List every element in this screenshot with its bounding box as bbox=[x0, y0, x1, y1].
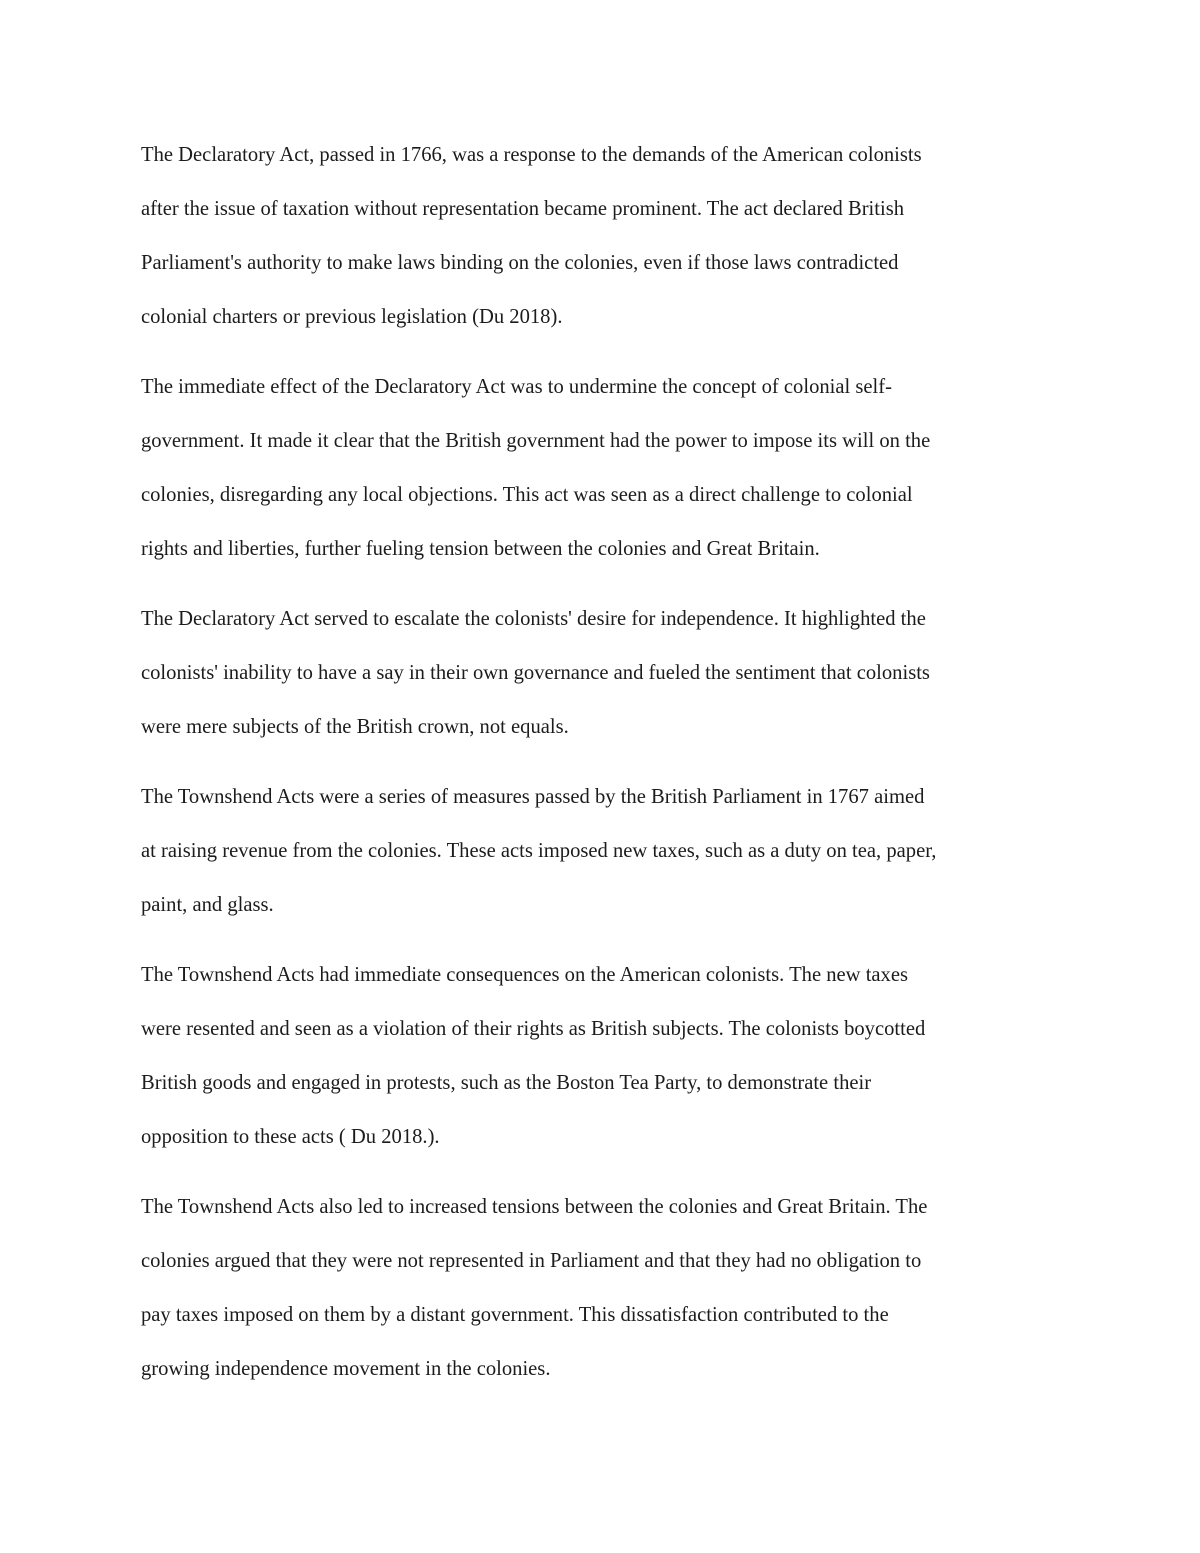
text-line: growing independence movement in the colonies. bbox=[141, 1358, 551, 1380]
text-line: colonies argued that they were not represented in Parliament and that they had no obligation to bbox=[141, 1250, 922, 1272]
text-line: paint, and glass. bbox=[141, 894, 274, 916]
text-line: The Declaratory Act served to escalate the colonists' desire for independence. It highlighted the bbox=[141, 608, 926, 630]
paragraph-townshend-acts-intro bbox=[141, 770, 1061, 932]
paragraph-declaratory-act-independence bbox=[141, 592, 1061, 754]
text-line: pay taxes imposed on them by a distant government. This dissatisfaction contributed to the bbox=[141, 1304, 889, 1326]
text-line: Parliament's authority to make laws binding on the colonies, even if those laws contradicted bbox=[141, 252, 899, 274]
text-line: after the issue of taxation without representation became prominent. The act declared British bbox=[141, 198, 905, 220]
text-line: rights and liberties, further fueling tension between the colonies and Great Britain. bbox=[141, 538, 820, 560]
paragraph-declaratory-act-intro bbox=[141, 128, 1061, 344]
text-line: colonies, disregarding any local objections. This act was seen as a direct challenge to colonial bbox=[141, 484, 913, 506]
text-line: The immediate effect of the Declaratory Act was to undermine the concept of colonial self- bbox=[141, 376, 892, 398]
text-line: The Declaratory Act, passed in 1766, was a response to the demands of the American colonists bbox=[141, 144, 922, 166]
text-line: colonists' inability to have a say in their own governance and fueled the sentiment that colonists bbox=[141, 662, 930, 684]
text-line: opposition to these acts ( Du 2018.). bbox=[141, 1126, 440, 1148]
text-line: were mere subjects of the British crown, not equals. bbox=[141, 716, 569, 738]
text-line: at raising revenue from the colonies. These acts imposed new taxes, such as a duty on tea, paper, bbox=[141, 840, 937, 862]
paragraph-townshend-acts-consequences bbox=[141, 948, 1061, 1164]
text-line: The Townshend Acts had immediate consequences on the American colonists. The new taxes bbox=[141, 964, 909, 986]
text-line: were resented and seen as a violation of their rights as British subjects. The colonists boycotted bbox=[141, 1018, 926, 1040]
document-body bbox=[141, 128, 1061, 1412]
paragraph-declaratory-act-effect bbox=[141, 360, 1061, 576]
text-line: government. It made it clear that the British government had the power to impose its will on the bbox=[141, 430, 931, 452]
text-line: British goods and engaged in protests, such as the Boston Tea Party, to demonstrate their bbox=[141, 1072, 872, 1094]
text-line: The Townshend Acts also led to increased tensions between the colonies and Great Britain. The bbox=[141, 1196, 928, 1218]
paragraph-townshend-acts-tensions bbox=[141, 1180, 1061, 1396]
text-line: The Townshend Acts were a series of measures passed by the British Parliament in 1767 aimed bbox=[141, 786, 925, 808]
text-line: colonial charters or previous legislation (Du 2018). bbox=[141, 306, 563, 328]
